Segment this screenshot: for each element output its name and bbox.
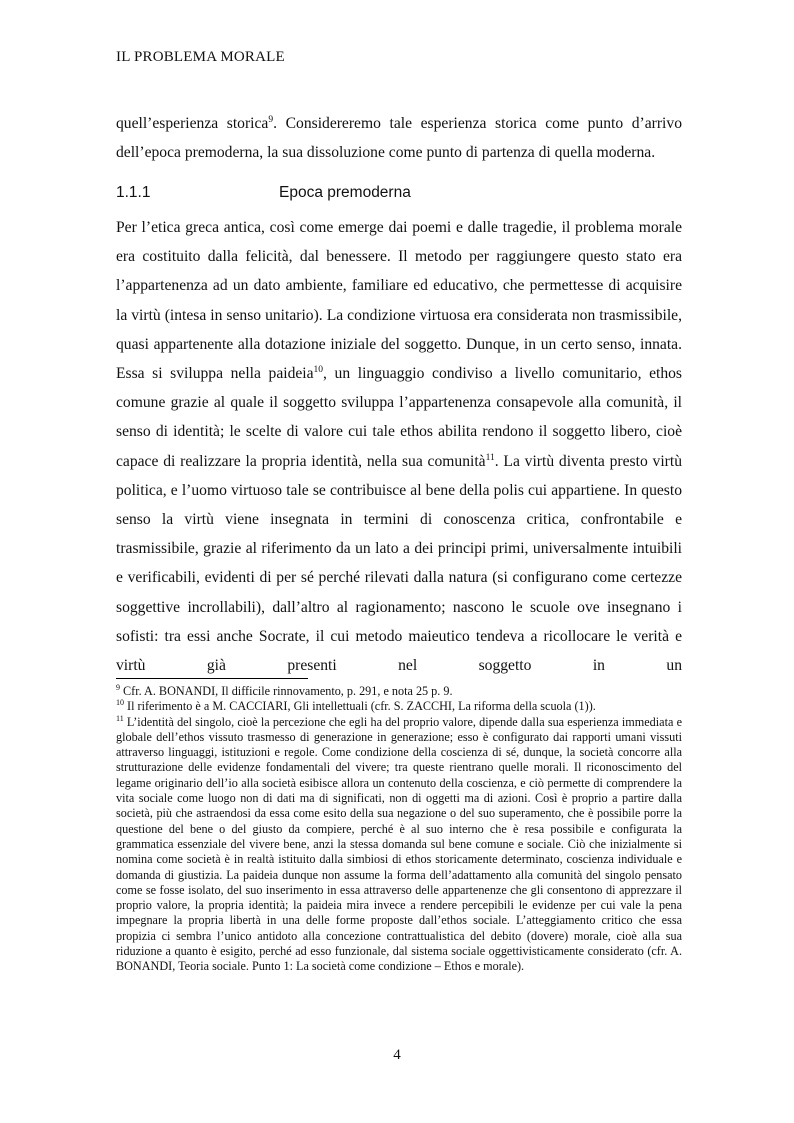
- footnote: [116, 699, 682, 714]
- footnote-text: L’identità del singolo, cioè la percezione che egli ha del proprio valore, dipende dalla sua esperienza immediata e globale dell’ethos vissuto trasmesso di generazione in generazione; esso è configurato dai rapporti umani vissuti attraverso linguaggi, istituzioni e regole. Come condizione della coscienza di sé, dunque, la società concorre alla strutturazione delle evidenze fondamentali del vivere; tra queste rientrano quelle morali. Il riconoscimento del legame originario dell’io alla società esibisce allora un contenuto della coscienza, e ciò permette di comprendere la vita sociale come luogo non di dati ma di significati, non di oggetti ma di azioni. Così è proprio a partire dalla società, più che astraendosi da essa come esito della sua negazione o del suo superamento, che è possibile porre la questione del bene o del giusto da compiere, perché è al suo interno che è resa possibile e configurata la grammatica essenziale del vivere bene, anzi la stessa domanda sul bene comune e sociale. Ciò che inizialmente si nomina come società è in realtà istituito dalla simbiosi di ethos storicamente determinato, coscienza individuale e domanda di giustizia. La paideia dunque non assume la forma dell’adattamento alla comunità del singolo pensato come se fosse isolato, del suo inserimento in essa attraverso delle appartenenze che gli consentono di apprezzare il proprio valore, la propria identità; la paideia mira invece a rendere percepibili le evidenze per cui vale la pena impegnare la propria libertà in una delle forme proposte dall’ethos sociale. L’atteggiamento critico che essa propizia ci sembra l’unico antidoto alla concezione contrattualistica del debito (dovere) morale, cioè alla sua riduzione a quanto è esigito, perché ad esso funzionale, dal sistema sociale oggettivisticamente considerato (cfr. A. BONANDI, Teoria sociale. Punto 1: La società come condizione – Ethos e morale).: [116, 714, 682, 974]
- footnote: [116, 684, 682, 699]
- section-title: Epoca premoderna: [279, 184, 411, 201]
- footnote-number: 10: [116, 698, 124, 708]
- footnote-ref-11: 11: [485, 452, 495, 463]
- footnote-text: Il riferimento è a M. CACCIARI, Gli intellettuali (cfr. S. ZACCHI, La riforma della scuola (1)).: [127, 699, 596, 714]
- intro-text-continued: . Considereremo tale esperienza storica come punto d’arrivo dell’epoca premoderna, la sua dissoluzione come punto di partenza di quella moderna.: [116, 115, 682, 162]
- paragraph-text-3: . La virtù diventa presto virtù politica, e l’uomo virtuoso tale se contribuisce al bene della polis cui appartiene. In questo senso la virtù viene insegnata in termini di conoscenza critica, confrontabile e trasmissibile, grazie al riferimento da un lato a dei principi primi, universalmente intuibili e verificabili, evidenti di per sé perché rilevati dalla natura (si configurano come certezze soggettive incrollabili), dall’altro al ragionamento; nascono le scuole ove insegnano i sofisti: tra essi anche Socrate, il cui metodo maieutico tendeva a ricollocare le verità e virtù già presenti nel soggetto in un: [116, 452, 682, 675]
- footnote: [116, 715, 682, 975]
- footnote-text: Cfr. A. BONANDI, Il difficile rinnovamento, p. 291, e nota 25 p. 9.: [123, 684, 453, 698]
- footnote-ref-9: 9: [268, 114, 274, 125]
- running-header: IL PROBLEMA MORALE: [116, 49, 285, 65]
- paragraph-text-1: Per l’etica greca antica, così come emerge dai poemi e dalle tragedie, il problema morale era costituito dalla felicità, dal benessere. Il metodo per raggiungere questo stato era l’appartenenza ad un dato ambiente, familiare ed educativo, che permettesse di acquisire la virtù (intesa in senso unitario). La condizione virtuosa era considerata non trasmissibile, quasi appartenente alla dotazione iniziale del soggetto. Dunque, in un certo senso, innata. Essa si sviluppa nella paideia: [116, 219, 682, 383]
- main-paragraph: [116, 213, 682, 680]
- page-number: 4: [393, 1047, 401, 1063]
- footnote-ref-10: 10: [313, 364, 324, 375]
- footnote-number: 11: [116, 713, 124, 723]
- footnote-number: 9: [116, 682, 120, 692]
- intro-text: quell’esperienza storica: [116, 115, 269, 132]
- paragraph-text-2: , un linguaggio condiviso a livello comunitario, ethos comune grazie al quale il soggetto sviluppa l’appartenenza consapevole alla comunità, il senso di identità; le scelte di valore cui tale ethos abilita rendono il soggetto libero, cioè capace di realizzare la propria identità, nella sua comunità: [116, 365, 682, 470]
- section-heading: [116, 184, 682, 202]
- footnotes: [116, 684, 682, 975]
- section-number: 1.1.1: [116, 184, 151, 201]
- footnote-separator: [116, 678, 308, 679]
- intro-paragraph: [116, 109, 682, 167]
